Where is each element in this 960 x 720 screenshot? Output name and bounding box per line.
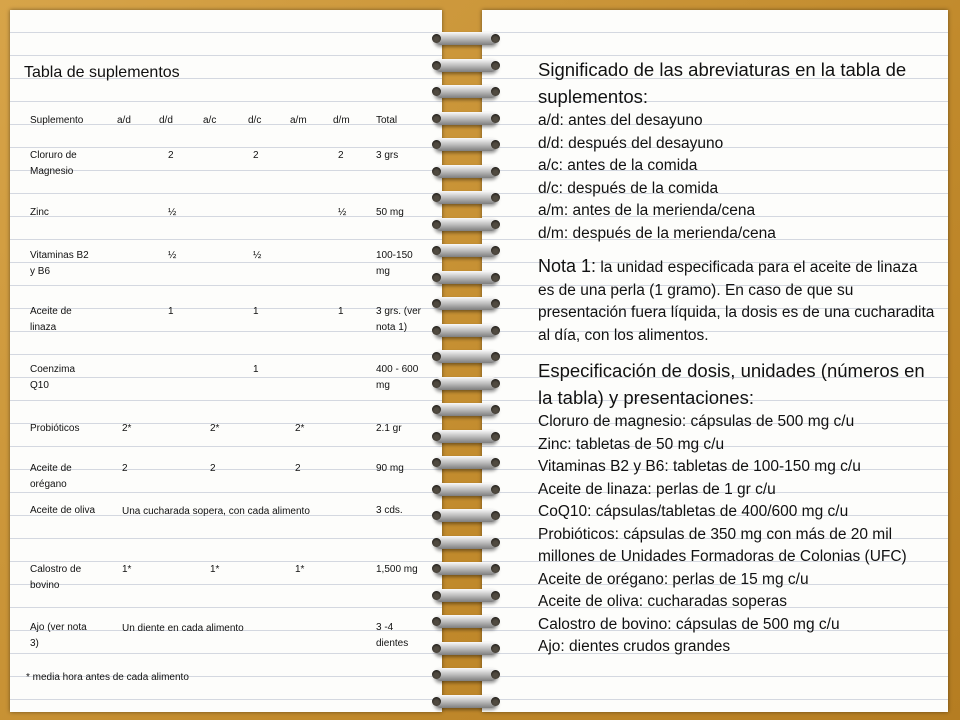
abbreviations-heading: Significado de las abreviaturas en la tabla de suplementos: (538, 59, 907, 107)
ring-hole (432, 405, 441, 414)
spiral-ring (434, 112, 498, 125)
ring-hole (432, 670, 441, 679)
spiral-ring (434, 271, 498, 284)
table-cell-dm: 1 (338, 306, 344, 317)
table-cell-dd: ½ (168, 207, 177, 218)
spiral-ring (434, 615, 498, 628)
ring-hole (432, 34, 441, 43)
ring-hole (491, 167, 500, 176)
table-footnote: * media hora antes de cada alimento (26, 672, 189, 683)
table-cell-total: 2.1 gr (376, 423, 402, 434)
legend-panel (538, 56, 938, 659)
ring-hole (491, 193, 500, 202)
table-cell-dc: ½ (253, 250, 262, 261)
ring-hole (432, 140, 441, 149)
ring-hole (491, 61, 500, 70)
ring-hole (432, 114, 441, 123)
ring-hole (491, 273, 500, 282)
table-cell-total: 3 grs. (ver nota 1) (376, 306, 422, 333)
table-cell-name: Ajo (ver nota 3) (30, 622, 87, 649)
table-cell-ad: 2* (122, 423, 132, 434)
spiral-ring (434, 324, 498, 337)
spiral-ring (434, 377, 498, 390)
ring-hole (491, 87, 500, 96)
ring-hole (432, 87, 441, 96)
table-cell-name: Vitaminas B2 y B6 (30, 250, 89, 277)
table-cell-span: Una cucharada sopera, con cada alimento (122, 506, 310, 517)
spec-line: Zinc: tabletas de 50 mg c/u (538, 435, 725, 453)
header-total: Total (376, 115, 398, 126)
ring-hole (432, 61, 441, 70)
table-cell-dc: 1 (253, 306, 259, 317)
spec-line: Probióticos: cápsulas de 350 mg con más de 20 mil millones de Unidades Formadoras de Colonias (UFC) (538, 525, 907, 565)
note-1 (538, 255, 938, 347)
ring-hole (491, 34, 500, 43)
ring-hole (491, 485, 500, 494)
ring-hole (432, 352, 441, 361)
spec-line: Ajo: dientes crudos grandes (538, 638, 731, 655)
table-cell-dm: ½ (338, 207, 347, 218)
table-cell-ac: 2* (210, 423, 220, 434)
table-cell-dd: ½ (168, 250, 177, 261)
ring-hole (432, 485, 441, 494)
spec-line: Cloruro de magnesio: cápsulas de 500 mg c/u (538, 413, 855, 430)
table-cell-am: 2* (295, 423, 305, 434)
note-1-text: la unidad especificada para el aceite de linaza es de una perla (1 gramo). En caso de que su presentación fuera líquida, la dosis es de una cucharadita al día, con los alimentos. (538, 259, 935, 344)
table-cell-total: 1,500 mg (376, 564, 418, 575)
table-cell-am: 2 (295, 463, 301, 474)
ring-hole (491, 114, 500, 123)
ring-hole (432, 246, 441, 255)
table-cell-dd: 2 (168, 150, 174, 161)
spiral-ring (434, 668, 498, 681)
ring-hole (432, 299, 441, 308)
table-cell-span: Un diente en cada alimento (122, 623, 244, 634)
header-dm: d/m (333, 115, 350, 126)
ring-hole (432, 326, 441, 335)
ring-hole (491, 220, 500, 229)
ring-hole (491, 564, 500, 573)
header-supplement: Suplemento (30, 115, 84, 126)
table-cell-total: 90 mg (376, 463, 404, 474)
table-cell-name: Aceite de orégano (30, 463, 72, 490)
ring-hole (491, 670, 500, 679)
ring-hole (491, 379, 500, 388)
spiral-ring (434, 32, 498, 45)
table-cell-dc: 1 (253, 364, 259, 375)
spiral-ring (434, 456, 498, 469)
spiral-binding (428, 12, 508, 712)
ring-hole (491, 591, 500, 600)
table-cell-total: 400 - 600 mg (376, 364, 419, 391)
spec-heading: Especificación de dosis, unidades (números en la tabla) y presentaciones: (538, 360, 925, 408)
abbreviation-line: a/m: antes de la merienda/cena (538, 202, 756, 219)
spiral-ring (434, 562, 498, 575)
table-cell-ad: 2 (122, 463, 128, 474)
table-cell-name: Aceite de linaza (30, 306, 72, 333)
ring-hole (491, 644, 500, 653)
ring-hole (432, 193, 441, 202)
spiral-ring (434, 695, 498, 708)
spec-line: Vitaminas B2 y B6: tabletas de 100-150 mg c/u (538, 458, 861, 475)
spiral-ring (434, 642, 498, 655)
ring-hole (491, 617, 500, 626)
spec-line: CoQ10: cápsulas/tabletas de 400/600 mg c/u (538, 503, 849, 520)
table-cell-total: 100-150 mg (376, 250, 413, 277)
ring-hole (491, 246, 500, 255)
ring-hole (491, 352, 500, 361)
table-title: Tabla de suplementos (24, 64, 180, 81)
ring-hole (491, 326, 500, 335)
ring-hole (491, 458, 500, 467)
ring-hole (432, 538, 441, 547)
table-cell-name: Aceite de oliva (30, 505, 96, 516)
abbreviation-line: d/m: después de la merienda/cena (538, 224, 776, 242)
header-ad: a/d (117, 115, 131, 126)
ring-hole (491, 405, 500, 414)
spec-line: Calostro de bovino: cápsulas de 500 mg c/u (538, 615, 840, 633)
note-1-label: Nota 1: (538, 256, 597, 276)
spiral-ring (434, 483, 498, 496)
table-cell-dd: 1 (168, 306, 174, 317)
abbreviation-line: a/c: antes de la comida (538, 157, 698, 174)
spiral-ring (434, 536, 498, 549)
spec-line: Aceite de orégano: perlas de 15 mg c/u (538, 570, 809, 588)
spiral-ring (434, 218, 498, 231)
ring-hole (432, 511, 441, 520)
ring-hole (432, 432, 441, 441)
table-cell-total: 3 cds. (376, 505, 403, 516)
table-cell-name: Probióticos (30, 423, 80, 434)
header-dc: d/c (248, 115, 262, 126)
table-cell-name: Calostro de bovino (30, 564, 82, 591)
spiral-ring (434, 244, 498, 257)
ring-hole (491, 697, 500, 706)
spiral-ring (434, 85, 498, 98)
spiral-ring (434, 350, 498, 363)
abbreviation-line: d/c: después de la comida (538, 179, 719, 197)
table-cell-ac: 2 (210, 463, 216, 474)
table-cell-ad: 1* (122, 564, 132, 575)
ring-hole (432, 220, 441, 229)
header-dd: d/d (159, 115, 173, 126)
spiral-ring (434, 191, 498, 204)
ring-hole (432, 644, 441, 653)
ring-hole (432, 591, 441, 600)
ring-hole (432, 167, 441, 176)
ring-hole (491, 299, 500, 308)
header-ac: a/c (203, 115, 217, 126)
table-cell-am: 1* (295, 564, 305, 575)
ring-hole (491, 511, 500, 520)
spiral-ring (434, 59, 498, 72)
header-am: a/m (290, 115, 307, 126)
spiral-ring (434, 589, 498, 602)
table-cell-name: Cloruro de Magnesio (30, 150, 77, 177)
ring-hole (432, 564, 441, 573)
spiral-ring (434, 165, 498, 178)
table-cell-ac: 1* (210, 564, 220, 575)
table-cell-total: 50 mg (376, 207, 404, 218)
abbreviation-line: a/d: antes del desayuno (538, 112, 703, 129)
spiral-ring (434, 430, 498, 443)
spiral-ring (434, 138, 498, 151)
spiral-ring (434, 509, 498, 522)
ring-hole (432, 697, 441, 706)
ring-hole (491, 538, 500, 547)
table-cell-dc: 2 (253, 150, 259, 161)
spec-line: Aceite de oliva: cucharadas soperas (538, 593, 788, 610)
ring-hole (432, 273, 441, 282)
ring-hole (491, 140, 500, 149)
ring-hole (432, 379, 441, 388)
ring-hole (432, 617, 441, 626)
table-cell-total: 3 grs (376, 150, 399, 161)
table-cell-name: Zinc (30, 207, 49, 218)
spec-line: Aceite de linaza: perlas de 1 gr c/u (538, 480, 776, 498)
table-cell-total: 3 -4 dientes (376, 622, 409, 649)
spiral-ring (434, 297, 498, 310)
abbreviation-line: d/d: después del desayuno (538, 134, 724, 152)
table-cell-name: Coenzima Q10 (30, 364, 76, 391)
table-cell-dm: 2 (338, 150, 344, 161)
spiral-ring (434, 403, 498, 416)
ring-hole (491, 432, 500, 441)
ring-hole (432, 458, 441, 467)
